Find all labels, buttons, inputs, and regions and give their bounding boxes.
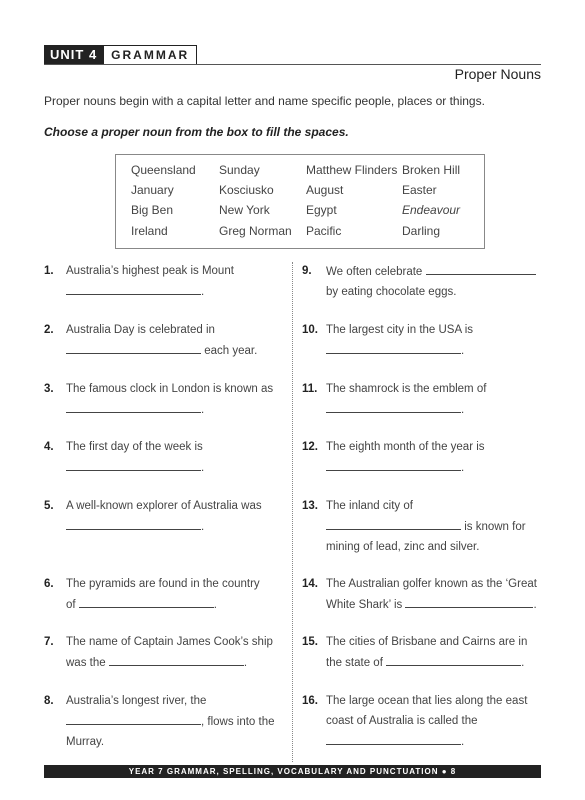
question-text: . bbox=[201, 462, 205, 474]
answer-blank[interactable] bbox=[326, 731, 461, 745]
word-box bbox=[115, 154, 485, 249]
word-item: Matthew Flinders bbox=[306, 163, 398, 177]
question-12 bbox=[302, 437, 547, 478]
question-8 bbox=[44, 691, 289, 752]
word-item: Sunday bbox=[219, 163, 260, 177]
question-text: The famous clock in London is known as bbox=[66, 383, 274, 395]
question-number: 13. bbox=[302, 500, 318, 512]
question-number: 10. bbox=[302, 324, 318, 336]
word-item: Queensland bbox=[131, 163, 196, 177]
question-text: . bbox=[461, 462, 465, 474]
question-13 bbox=[302, 496, 547, 557]
question-text: The shamrock is the emblem of bbox=[326, 383, 487, 395]
word-item: Pacific bbox=[306, 224, 342, 238]
word-item: Darling bbox=[402, 224, 441, 238]
answer-blank[interactable] bbox=[326, 399, 461, 413]
question-number: 7. bbox=[44, 636, 54, 648]
question-text: The largest city in the USA is bbox=[326, 324, 474, 336]
answer-blank[interactable] bbox=[326, 340, 461, 354]
question-text: . bbox=[521, 657, 525, 669]
unit-label: UNIT 4 bbox=[44, 45, 103, 64]
question-number: 5. bbox=[44, 500, 54, 512]
question-text: The inland city of bbox=[326, 500, 413, 512]
word-item: Endeavour bbox=[402, 203, 461, 217]
answer-blank[interactable] bbox=[405, 594, 533, 608]
question-number: 15. bbox=[302, 636, 318, 648]
question-number: 16. bbox=[302, 695, 318, 707]
question-7 bbox=[44, 632, 289, 673]
question-1 bbox=[44, 261, 289, 302]
question-text: A well-known explorer of Australia was bbox=[66, 500, 262, 512]
header-rule bbox=[44, 64, 541, 65]
question-10 bbox=[302, 320, 547, 361]
question-number: 14. bbox=[302, 578, 318, 590]
answer-blank[interactable] bbox=[326, 516, 461, 530]
word-item: Kosciusko bbox=[219, 183, 274, 197]
word-item: New York bbox=[219, 203, 270, 217]
question-text: White Shark’ is bbox=[326, 599, 403, 611]
question-number: 3. bbox=[44, 383, 54, 395]
question-11 bbox=[302, 379, 547, 420]
question-number: 11. bbox=[302, 383, 318, 395]
question-text: mining of lead, zinc and silver. bbox=[326, 541, 480, 553]
question-text: The name of Captain James Cook’s ship bbox=[66, 636, 273, 648]
question-number: 9. bbox=[302, 265, 312, 277]
answer-blank[interactable] bbox=[426, 261, 536, 275]
question-text: Murray. bbox=[66, 736, 105, 748]
question-text: . bbox=[461, 345, 465, 357]
question-text: the state of bbox=[326, 657, 383, 669]
answer-blank[interactable] bbox=[66, 340, 201, 354]
question-text: . bbox=[201, 286, 205, 298]
question-text: by eating chocolate eggs. bbox=[326, 286, 457, 298]
question-text: We often celebrate bbox=[326, 266, 423, 278]
question-number: 4. bbox=[44, 441, 54, 453]
question-4 bbox=[44, 437, 289, 478]
question-text: coast of Australia is called the bbox=[326, 715, 478, 727]
question-text: The cities of Brisbane and Cairns are in bbox=[326, 636, 528, 648]
question-5 bbox=[44, 496, 289, 537]
question-text: . bbox=[461, 404, 465, 416]
answer-blank[interactable] bbox=[66, 711, 201, 725]
column-divider bbox=[292, 262, 293, 762]
question-14 bbox=[302, 574, 547, 615]
question-text: The Australian golfer known as the ‘Great bbox=[326, 578, 537, 590]
question-text: The pyramids are found in the country bbox=[66, 578, 260, 590]
question-2 bbox=[44, 320, 289, 361]
page-title: Proper Nouns bbox=[454, 66, 541, 82]
answer-blank[interactable] bbox=[386, 652, 521, 666]
answer-blank[interactable] bbox=[66, 516, 201, 530]
question-number: 12. bbox=[302, 441, 318, 453]
answer-blank[interactable] bbox=[66, 399, 201, 413]
question-text: The eighth month of the year is bbox=[326, 441, 485, 453]
question-text: Australia Day is celebrated in bbox=[66, 324, 215, 336]
word-item: Broken Hill bbox=[402, 163, 461, 177]
answer-blank[interactable] bbox=[109, 652, 244, 666]
answer-blank[interactable] bbox=[79, 594, 214, 608]
answer-blank[interactable] bbox=[66, 457, 201, 471]
question-6 bbox=[44, 574, 289, 615]
question-text: was the bbox=[66, 657, 106, 669]
question-number: 8. bbox=[44, 695, 54, 707]
question-15 bbox=[302, 632, 547, 673]
question-number: 1. bbox=[44, 265, 54, 277]
question-3 bbox=[44, 379, 289, 420]
answer-blank[interactable] bbox=[66, 281, 201, 295]
question-text: Australia’s highest peak is Mount bbox=[66, 265, 234, 277]
page-footer: YEAR 7 GRAMMAR, SPELLING, VOCABULARY AND PUNCTUATION ● 8 bbox=[44, 765, 541, 778]
question-text: . bbox=[461, 736, 465, 748]
question-text: , flows into the bbox=[201, 716, 275, 728]
word-item: January bbox=[131, 183, 174, 197]
intro-text: Proper nouns begin with a capital letter and name specific people, places or things. bbox=[44, 94, 485, 108]
question-text: Australia’s longest river, the bbox=[66, 695, 207, 707]
answer-blank[interactable] bbox=[326, 457, 461, 471]
word-item: Egypt bbox=[306, 203, 337, 217]
question-text: The large ocean that lies along the east bbox=[326, 695, 528, 707]
section-label: GRAMMAR bbox=[103, 45, 197, 64]
question-number: 6. bbox=[44, 578, 54, 590]
word-item: Greg Norman bbox=[219, 224, 292, 238]
question-text: . bbox=[201, 521, 205, 533]
question-text: each year. bbox=[201, 345, 258, 357]
question-text: . bbox=[213, 599, 217, 611]
question-text: . bbox=[243, 657, 248, 669]
instruction-text: Choose a proper noun from the box to fill the spaces. bbox=[44, 125, 349, 139]
question-text: of bbox=[66, 599, 76, 611]
question-16 bbox=[302, 691, 547, 752]
word-item: August bbox=[306, 183, 344, 197]
word-item: Ireland bbox=[131, 224, 168, 238]
word-item: Big Ben bbox=[131, 203, 174, 217]
word-item: Easter bbox=[402, 183, 437, 197]
unit-tab bbox=[44, 45, 197, 64]
question-text: . bbox=[201, 404, 205, 416]
question-text: is known for bbox=[461, 521, 526, 533]
question-9 bbox=[302, 261, 547, 302]
question-number: 2. bbox=[44, 324, 54, 336]
question-text: The first day of the week is bbox=[66, 441, 203, 453]
question-text: . bbox=[533, 599, 537, 611]
